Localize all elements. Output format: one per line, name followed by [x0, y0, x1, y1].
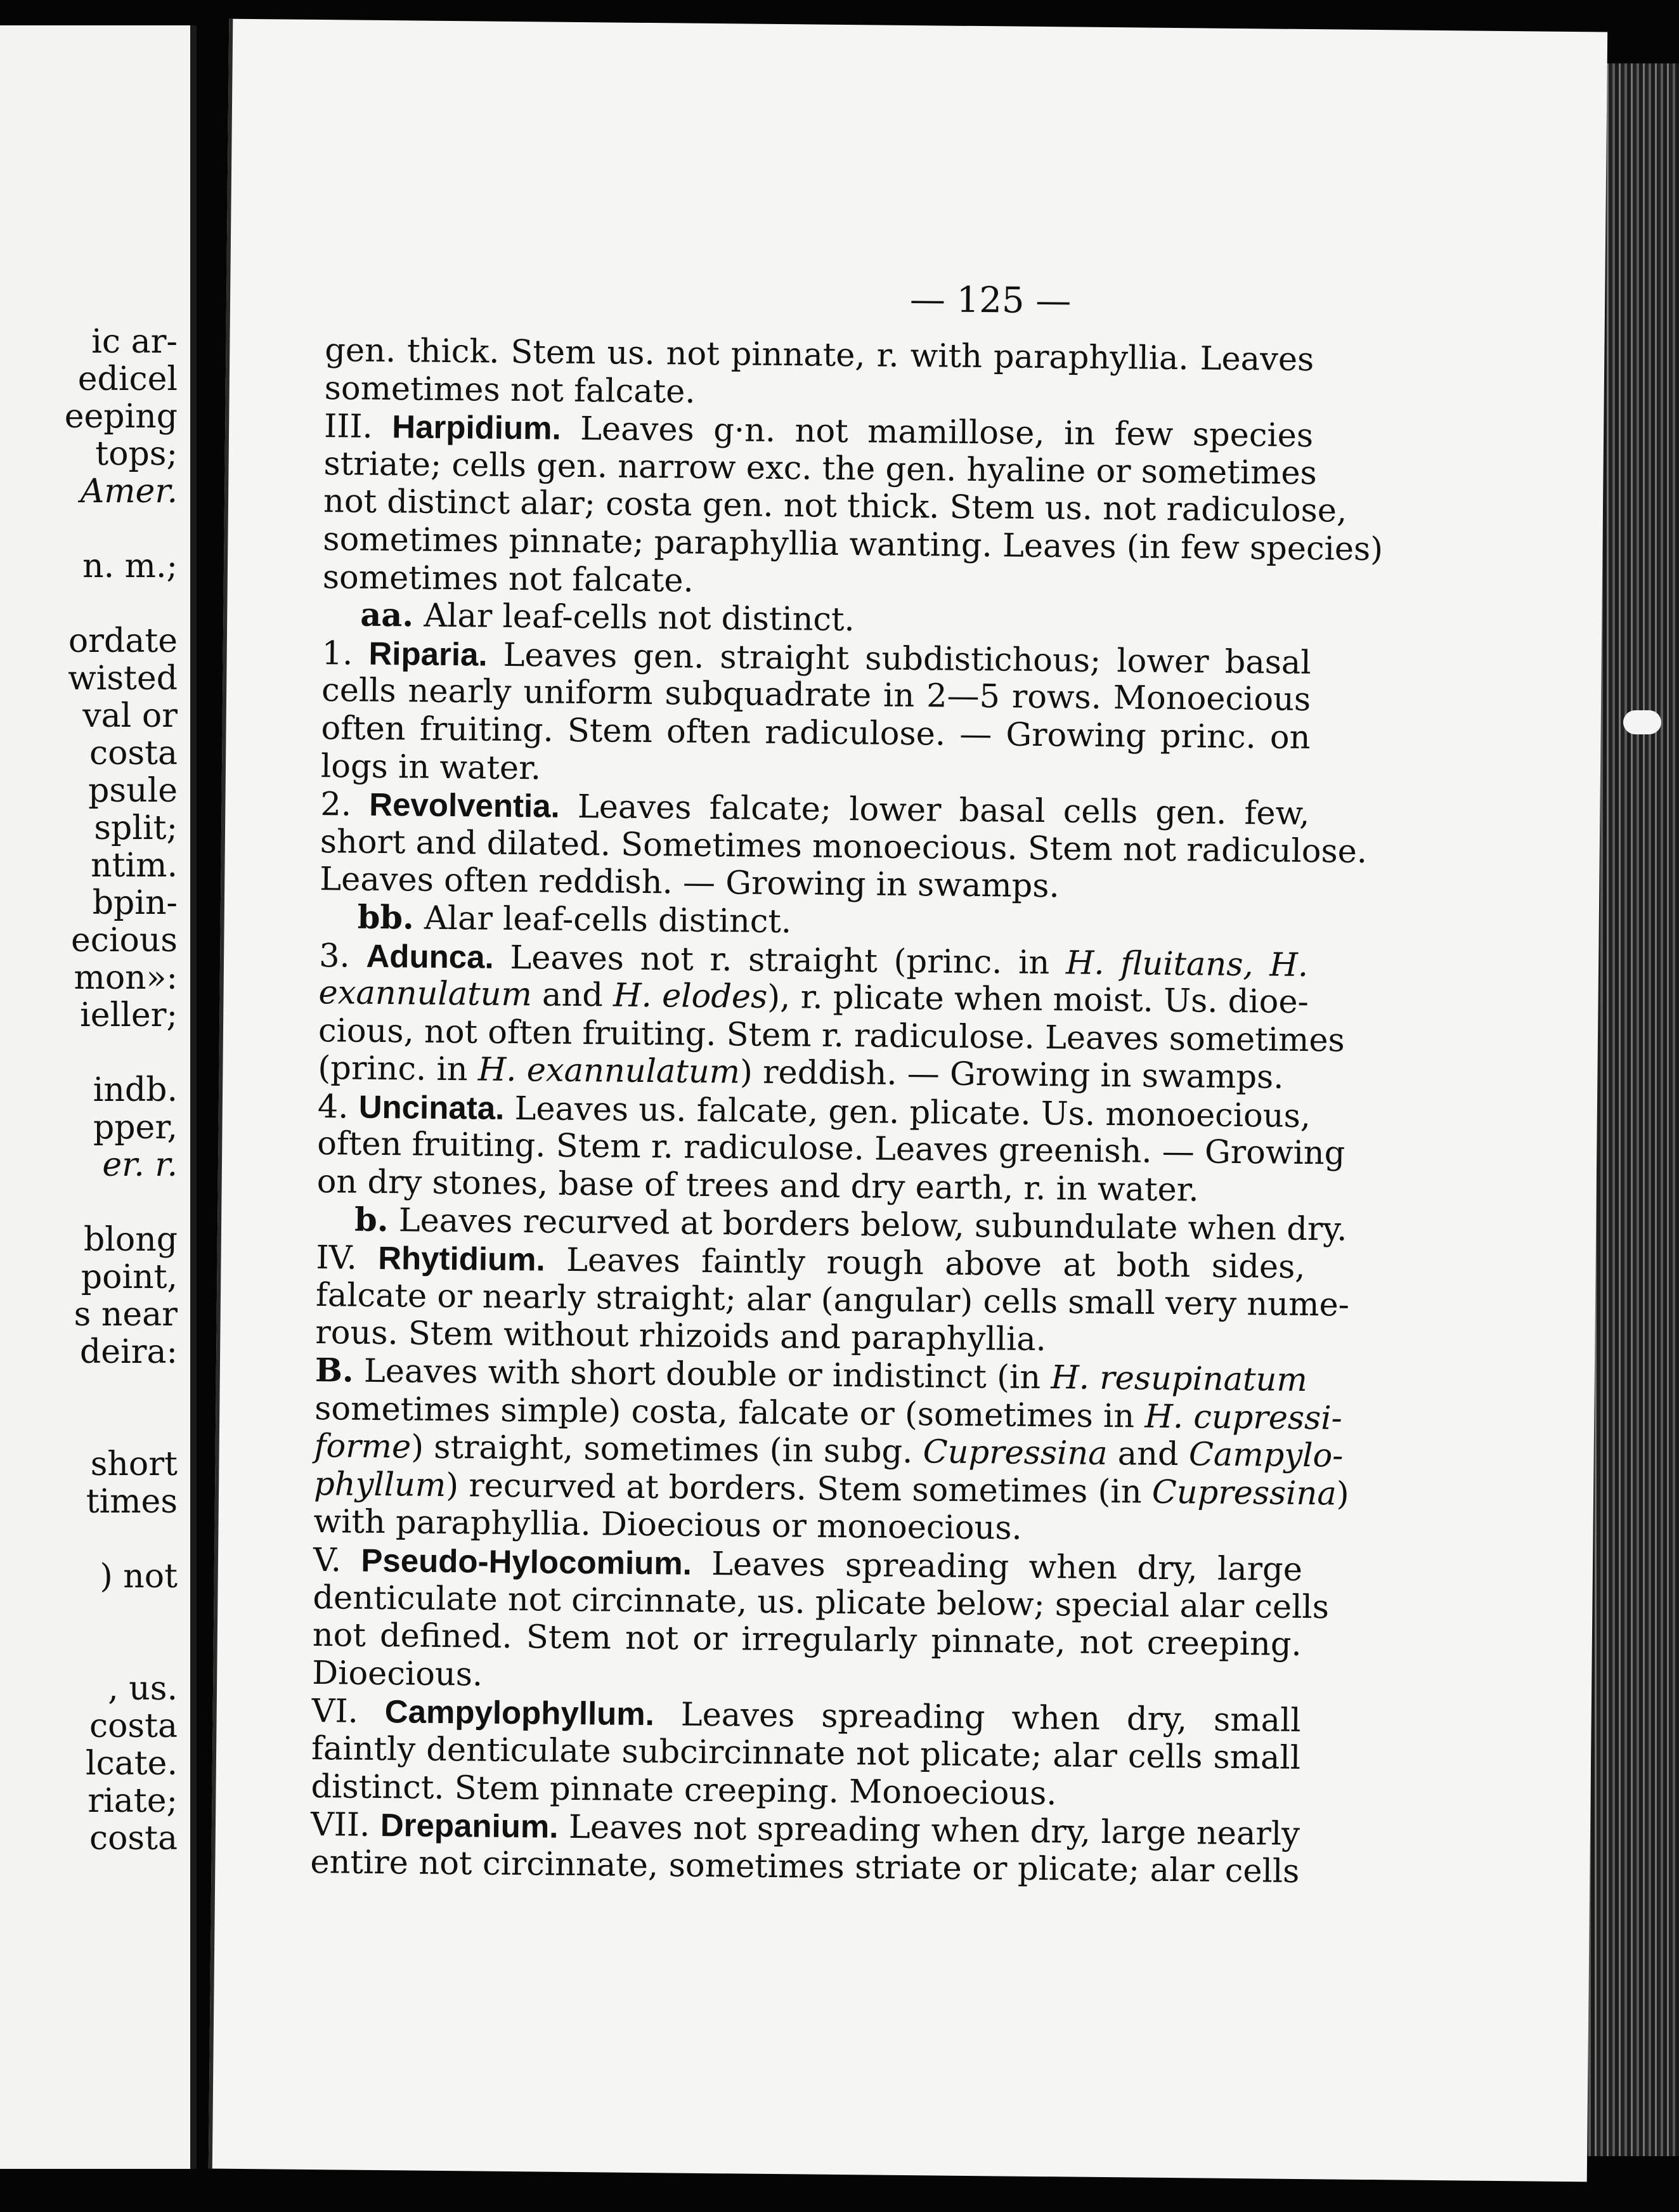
text-run: entire not circinnate, sometimes striate or plicate; alar cells — [310, 1843, 1300, 1890]
text-run: III. — [323, 408, 392, 446]
text-run: b. — [354, 1200, 389, 1239]
left-page-fragment: eeping — [64, 398, 178, 436]
text-run: logs in water. — [320, 747, 541, 787]
section-heading: Campylophyllum. — [384, 1693, 655, 1733]
text-run: ) recurved at borders. Stem sometimes (in — [445, 1466, 1153, 1511]
left-page-fragment: costa — [89, 1819, 178, 1857]
text-run: Leaves often reddish. — Growing in swamps. — [320, 861, 1060, 906]
left-page-fragment: psule — [88, 772, 178, 810]
text-run: Leaves not r. straight (princ. in — [493, 939, 1066, 982]
page-edge-mark — [1623, 710, 1661, 734]
left-page-fragment: val or — [82, 697, 178, 735]
left-page-fragment — [0, 1521, 178, 1558]
section-heading: Adunca. — [366, 937, 494, 975]
page-text-body — [310, 332, 1384, 1890]
text-run: phyllum — [313, 1465, 446, 1504]
left-page-fragment: ieller; — [80, 996, 178, 1034]
text-run: Leaves g·n. not mamillose, in few species — [561, 410, 1314, 455]
text-run: sometimes pinnate; paraphyllia wanting. Leaves (in few species) — [323, 521, 1384, 569]
section-heading: Drepanium. — [380, 1807, 559, 1845]
text-run: H. exannulatum — [477, 1051, 741, 1091]
left-page-fragment — [0, 1034, 178, 1072]
text-run: H. resupinatum — [1051, 1359, 1308, 1400]
left-page-fragment: ntim. — [91, 847, 178, 885]
text-run: IV. — [316, 1239, 379, 1278]
left-page-fragment: indb. — [93, 1071, 178, 1109]
text-run: ) — [1336, 1475, 1349, 1513]
left-page-fragment — [0, 1633, 178, 1670]
text-run: Leaves with short double or indistinct (in — [353, 1352, 1051, 1397]
text-run: cious, not often fruiting. Stem r. radiculose. Leaves sometimes — [318, 1012, 1345, 1060]
text-run: exannulatum — [318, 974, 533, 1014]
text-run: Alar leaf-cells not distinct. — [413, 597, 855, 639]
text-run: denticulate not circinnate, us. plicate below; special alar cells — [313, 1578, 1330, 1627]
left-page-fragment: n. m.; — [82, 547, 178, 585]
text-run: Leaves gen. straight subdistichous; lower basal — [487, 636, 1311, 682]
text-run: falcate or nearly straight; alar (angular) cells small very nume- — [315, 1276, 1350, 1324]
left-page-fragment: tops; — [95, 435, 178, 473]
text-run: often fruiting. Stem often radiculose. — Growing princ. on — [321, 710, 1311, 757]
text-run: 1. — [321, 634, 369, 673]
section-heading: Pseudo-Hylocomium. — [361, 1542, 692, 1582]
text-run: VII. — [310, 1806, 381, 1845]
left-page-fragment: ecious — [70, 921, 178, 960]
text-run: and — [1107, 1435, 1190, 1474]
text-run: not distinct alar; costa gen. not thick. Stem us. not radiculose, — [323, 483, 1347, 530]
text-run: often fruiting. Stem r. radiculose. Leaves greenish. — Growing — [317, 1125, 1345, 1173]
text-run: 3. — [318, 937, 366, 975]
left-page-fragment: riate; — [88, 1782, 178, 1820]
text-run: Cupressina — [1151, 1473, 1337, 1513]
text-run: VI. — [311, 1693, 386, 1731]
left-page-fragment: edicel — [77, 360, 178, 398]
left-page-fragment: , us. — [108, 1670, 178, 1708]
text-run: 4. — [317, 1088, 360, 1126]
left-page-fragment — [0, 1409, 178, 1446]
text-run: H. elodes — [613, 977, 768, 1016]
text-run: Campylo- — [1188, 1436, 1344, 1475]
section-heading: Revolventia. — [369, 786, 560, 824]
text-run: distinct. Stem pinnate creeping. Monoecious. — [311, 1767, 1057, 1812]
text-run: faintly denticulate subcircinnate not plicate; alar cells small — [311, 1729, 1301, 1777]
text-run: aa. — [360, 595, 414, 635]
text-run: Leaves recurved at borders below, subundulate when dry. — [388, 1201, 1347, 1249]
left-page-fragment — [0, 1184, 178, 1221]
text-run: ), r. plicate when moist. Us. dioe- — [767, 978, 1309, 1022]
text-run: 2. — [320, 786, 370, 824]
text-run: short and dilated. Sometimes monoecious. Stem not radiculose. — [320, 823, 1368, 871]
text-run: sometimes not falcate. — [322, 558, 694, 600]
text-run: B. — [314, 1351, 354, 1390]
left-page-fragment: ) not — [100, 1558, 178, 1596]
text-run: forme — [314, 1428, 412, 1466]
text-run: ) reddish. — Growing in swamps. — [739, 1053, 1284, 1096]
left-page-fragment: lcate. — [86, 1745, 178, 1783]
text-run: bb. — [357, 898, 415, 937]
left-page-fragment: mon»: — [74, 959, 178, 997]
left-page-fragment: Amer. — [80, 472, 178, 511]
left-page-fragment: short — [90, 1445, 178, 1483]
text-run: V. — [313, 1542, 361, 1580]
book-page-125 — [209, 19, 1607, 2182]
text-run: cells nearly uniform subquadrate in 2—5 rows. Monoecious — [321, 672, 1311, 719]
left-page-fragment: deira: — [79, 1333, 178, 1371]
text-run: Cupressina — [923, 1433, 1108, 1473]
text-run: with paraphyllia. Dioecious or monoecious. — [313, 1503, 1023, 1548]
text-run: not defined. Stem not or irregularly pinnate, not creeping. — [312, 1617, 1302, 1664]
left-page-fragment: bpin- — [92, 884, 178, 922]
left-page-fragment: point, — [81, 1258, 178, 1296]
left-page-fragment — [0, 1596, 178, 1633]
text-run: on dry stones, base of trees and dry earth, r. in water. — [316, 1163, 1199, 1209]
text-run: (princ. in — [318, 1050, 479, 1089]
text-run: Dioecious. — [312, 1654, 483, 1694]
left-page-fragment: er. r. — [102, 1146, 178, 1184]
left-page-fragment: times — [86, 1483, 178, 1521]
text-run: Leaves faintly rough above at both sides, — [545, 1241, 1306, 1287]
text-run: sometimes not falcate. — [324, 369, 696, 411]
text-run: sometimes simple) costa, falcate or (sometimes in — [314, 1389, 1145, 1436]
left-page-fragment: ordate — [68, 622, 178, 660]
text-run: Alar leaf-cells distinct. — [413, 899, 792, 941]
left-page-fragment: s near — [74, 1296, 178, 1334]
text-run: H. cupressi- — [1144, 1398, 1343, 1438]
text-run: striate; cells gen. narrow exc. the gen. hyaline or sometimes — [323, 445, 1317, 492]
text-run: rous. Stem without rhizoids and paraphyllia. — [315, 1314, 1047, 1359]
section-heading: Uncinata. — [358, 1088, 505, 1126]
section-heading: Riparia. — [368, 635, 488, 673]
left-page-fragment: pper, — [93, 1109, 178, 1147]
text-run: Leaves us. falcate, gen. plicate. Us. monoecious, — [503, 1090, 1311, 1135]
text-run: gen. thick. Stem us. not pinnate, r. with paraphyllia. Leaves — [325, 332, 1314, 379]
text-run: Leaves spreading when dry, large — [691, 1545, 1303, 1589]
text-run: and — [531, 976, 614, 1015]
left-page-fragment — [0, 1371, 178, 1409]
left-page-fragment: split; — [94, 809, 178, 847]
page-number: — 125 — — [909, 278, 1072, 322]
left-page-fragment — [0, 511, 178, 548]
text-run: H. fluitans, H. — [1065, 944, 1309, 984]
section-heading: Rhytidium. — [377, 1240, 546, 1278]
left-page-fragment — [0, 585, 178, 623]
left-page-fragment: costa — [89, 1707, 178, 1745]
left-facing-page — [0, 25, 197, 2169]
text-run: Leaves spreading when dry, small — [654, 1696, 1301, 1740]
left-page-fragment: blong — [83, 1221, 178, 1259]
left-page-fragment: costa — [89, 734, 178, 772]
text-run: ) straight, sometimes (in subg. — [410, 1428, 923, 1471]
section-heading: Harpidium. — [392, 408, 561, 446]
left-page-fragment: wisted — [68, 660, 178, 698]
left-page-fragment: ic ar- — [91, 323, 178, 361]
text-run: Leaves not spreading when dry, large nearly — [558, 1808, 1300, 1854]
text-run: Leaves falcate; lower basal cells gen. few, — [559, 788, 1310, 833]
left-page-text — [0, 323, 178, 1857]
